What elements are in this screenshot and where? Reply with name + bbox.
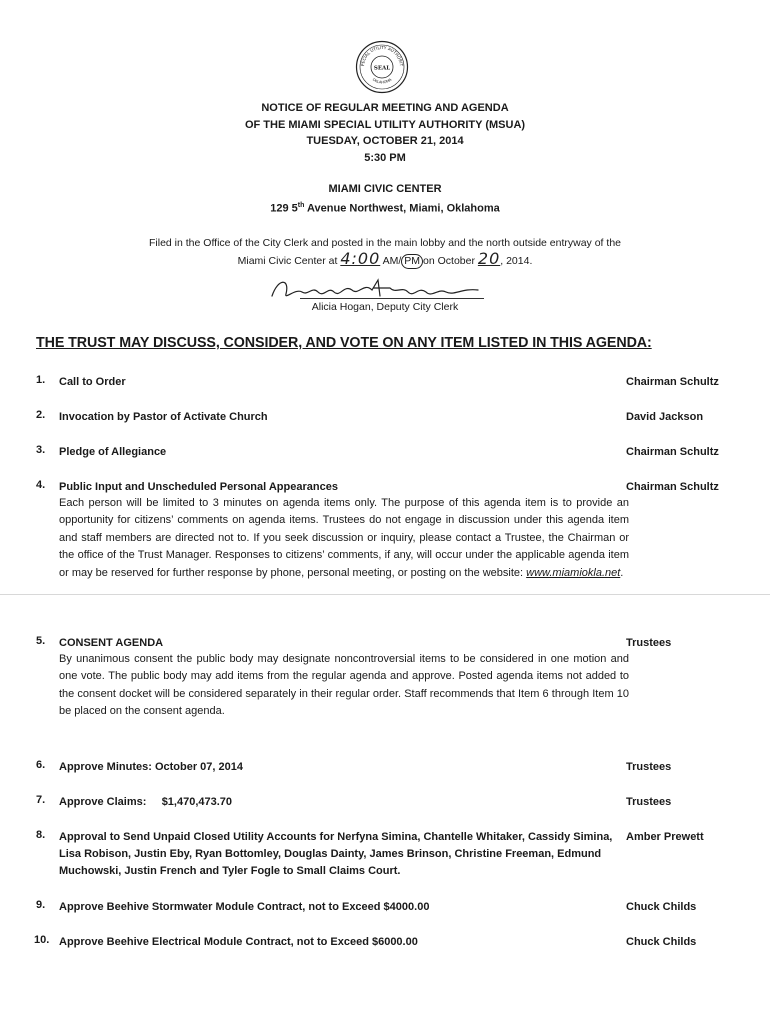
- signature-line: [300, 298, 484, 299]
- item-presenter: Amber Prewett: [626, 831, 704, 843]
- item-presenter: David Jackson: [626, 411, 704, 423]
- item-title: Approval to Send Unpaid Closed Utility Accounts for Nerfyna Simina, Chantelle Whitaker, Cassidy Simina, Lisa Robison, Justin Eby, Ryan Bottomley, Douglas Dainty, James Brinson, Christine Freeman, Edmund Muchowski, Justin French and Tyler Fogle to Small Claims Court.: [59, 831, 613, 877]
- item-description: By unanimous consent the public body may designate noncontroversial items to be considered in one motion and one vote. The public body may add items from the regular agenda and approve. Posted agenda items not added to the consent docket will be considered separately in their regular order. Staff recommends that Item 6 through Item 10 be placed on the consent agenda.: [59, 653, 629, 718]
- item-number: 3.: [36, 444, 46, 456]
- notice-title: NOTICE OF REGULAR MEETING AND AGENDA: [261, 102, 509, 114]
- item-presenter: Chuck Childs: [626, 901, 697, 913]
- circled-pm: PM: [401, 254, 423, 269]
- item-number: 1.: [36, 374, 46, 386]
- item-title: Approve Beehive Electrical Module Contract, not to Exceed $6000.00: [59, 936, 418, 948]
- handwritten-time: 4:00: [340, 249, 381, 268]
- meeting-header: [0, 100, 770, 217]
- venue-address: 129 5th Avenue Northwest, Miami, Oklahoma: [270, 201, 500, 215]
- item-presenter: Chuck Childs: [626, 936, 697, 948]
- website-link[interactable]: www.miamiokla.net: [526, 566, 621, 579]
- item-title: Pledge of Allegiance: [59, 446, 167, 458]
- item-presenter: Chairman Schultz: [626, 446, 719, 458]
- item-title: Call to Order: [59, 376, 126, 388]
- svg-text:SEAL: SEAL: [373, 65, 391, 72]
- item-title: Public Input and Unscheduled Personal Appearances: [59, 481, 338, 493]
- official-seal: [355, 40, 409, 94]
- item-title: CONSENT AGENDA: [59, 637, 164, 649]
- item-presenter: Trustees: [626, 796, 672, 808]
- item-number: 6.: [36, 759, 46, 771]
- filing-line-2: Miami Civic Center at 4:00 AM/ PM on October 20, 2014.: [237, 249, 533, 268]
- item-description: Each person will be limited to 3 minutes on agenda items only. The purpose of this agenda item is to provide an opportunity for citizens’ comments on agenda items. Trustees do not engage in discussion under this agenda item and staff members are directed not to. If you seek discussion or inquiry, please contact a Trustee, the Chairman or the office of the Trust Manager. Responses to citizens’ comments, if any, will occur under the applicable agenda item or may be reserved for further response by phone, personal meeting, or posting on the website: www.miamiokla.net.: [59, 497, 629, 579]
- item-number: 5.: [36, 635, 46, 647]
- item-title: Approve Beehive Stormwater Module Contract, not to Exceed $4000.00: [59, 901, 430, 913]
- authority-name: OF THE MIAMI SPECIAL UTILITY AUTHORITY (MSUA): [244, 118, 526, 131]
- item-number: 4.: [36, 479, 46, 491]
- meeting-date: TUESDAY, OCTOBER 21, 2014: [306, 135, 464, 147]
- item-presenter: Trustees: [626, 637, 672, 649]
- svg-text:OKLAHOMA: OKLAHOMA: [371, 77, 393, 85]
- item-title: Approve Minutes: October 07, 2014: [59, 761, 243, 773]
- scan-artifact-line: [0, 594, 770, 595]
- trust-statement: THE TRUST MAY DISCUSS, CONSIDER, AND VOTE ON ANY ITEM LISTED IN THIS AGENDA:: [36, 335, 652, 351]
- item-presenter: Chairman Schultz: [626, 376, 719, 388]
- item-presenter: Trustees: [626, 761, 672, 773]
- item-number: 9.: [36, 899, 46, 911]
- signer-name: Alicia Hogan, Deputy City Clerk: [311, 301, 459, 313]
- item-title: Approve Claims: $1,470,473.70: [59, 796, 233, 808]
- item-number: 10.: [34, 934, 50, 946]
- item-number: 7.: [36, 794, 46, 806]
- item-number: 2.: [36, 409, 46, 421]
- filing-notice: [100, 236, 670, 269]
- meeting-time: 5:30 PM: [364, 151, 406, 164]
- svg-text:SPECIAL UTILITY AUTHORITY: PECIAL UTILITY AUTHORIT: [359, 44, 405, 67]
- item-number: 8.: [36, 829, 46, 841]
- venue-name: MIAMI CIVIC CENTER: [328, 183, 442, 195]
- item-title: Invocation by Pastor of Activate Church: [59, 411, 268, 423]
- filing-line-1: Filed in the Office of the City Clerk and posted in the main lobby and the north outside entryway of the: [149, 237, 621, 249]
- handwritten-day: 20: [477, 249, 501, 268]
- item-presenter: Chairman Schultz: [626, 481, 719, 493]
